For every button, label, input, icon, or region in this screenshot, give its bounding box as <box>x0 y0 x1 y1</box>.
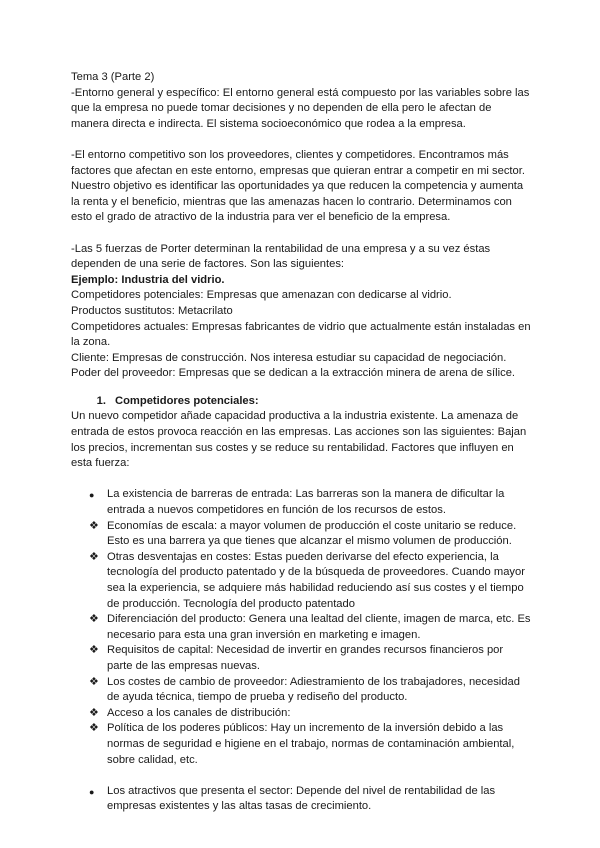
bullet-icon: ● <box>89 786 95 797</box>
diamond-bullet-icon: ❖ <box>89 550 99 563</box>
diamond-bullet-icon: ❖ <box>89 722 99 735</box>
list-item: ❖ Economías de escala: a mayor volumen de producción el coste unitario se reduce. Esto es una barrera ya que tienes que alcanzar el mismo volumen de producción. <box>89 519 531 550</box>
document-title: Tema 3 (Parte 2) <box>71 71 155 83</box>
example-line: Productos sustitutos: Metacrilato <box>71 304 233 317</box>
diamond-bullet-icon: ❖ <box>89 706 99 719</box>
section-paragraph: Un nuevo competidor añade capacidad productiva a la industria existente. La amenaza de entrada de estos provoca reacción en las empresas. Las acciones son las siguientes: Bajan los precios, incrementan sus costes y se reduce su rentabilidad. Factores que influyen en esta fuerza: <box>71 410 527 470</box>
factors-list <box>71 487 531 768</box>
list-item: ❖ Política de los poderes públicos: Hay un incremento de la inversión debido a las normas de seguridad e higiene en el trabajo, normas de contaminación ambiental, sobre calidad, etc. <box>89 721 531 768</box>
list-item: ● La existencia de barreras de entrada: Las barreras son la manera de dificultar la entrada a nuevos competidores en función de los recursos de estos. <box>89 487 531 518</box>
diamond-bullet-icon: ❖ <box>89 519 99 532</box>
example-line: Poder del proveedor: Empresas que se dedican a la extracción minera de arena de sílice. <box>71 367 516 380</box>
paragraph-competitive-environment: -El entorno competitivo son los proveedores, clientes y competidores. Encontramos más factores que afectan en este entorno, empresas que quieran entrar a competir en mi sector. Nuestro objetivo es identificar las oportunidades ya que reducen la competencia y aumenta la renta y el beneficio, mientras que las amenazas hacen lo contrario. Determinamos con esto el grado de atractivo de la industria para ver el beneficio de la empresa. <box>71 148 525 224</box>
example-line: Competidores actuales: Empresas fabricantes de vidrio que actualmente están instaladas en la zona. <box>71 320 531 349</box>
section-heading <box>71 394 531 410</box>
example-line: Cliente: Empresas de construcción. Nos interesa estudiar su capacidad de negociación. <box>71 351 507 364</box>
list-item: ❖ Requisitos de capital: Necesidad de invertir en grandes recursos financieros por parte de las empresas nuevas. <box>89 643 531 674</box>
example-heading: Ejemplo: Industria del vidrio. <box>71 273 225 286</box>
list-item: ❖ Acceso a los canales de distribución: <box>89 706 531 722</box>
list-item: ❖ Los costes de cambio de proveedor: Adiestramiento de los trabajadores, necesidad de ayuda técnica, tiempo de prueba y rediseño del producto. <box>89 675 531 706</box>
list-item: ❖ Diferenciación del producto: Genera una lealtad del cliente, imagen de marca, etc. Es necesario para esta una gran inversión en marketing e imagen. <box>89 612 531 643</box>
diamond-bullet-icon: ❖ <box>89 613 99 626</box>
paragraph-general-environment: -Entorno general y específico: El entorno general está compuesto por las variables sobre las que la empresa no puede tomar decisiones y no dependen de ella pero le afectan de manera directa e indirecta. El sistema socioeconómico que rodea a la empresa. <box>71 86 530 130</box>
bullet-icon: ● <box>89 490 95 501</box>
section-number: 1. <box>96 394 106 407</box>
factors-list-2 <box>71 784 531 815</box>
list-item: ● Los atractivos que presenta el sector: Depende del nivel de rentabilidad de las empresas existentes y las altas tasas de crecimiento. <box>89 784 531 815</box>
diamond-bullet-icon: ❖ <box>89 675 99 688</box>
list-item: ❖ Otras desventajas en costes: Estas pueden derivarse del efecto experiencia, la tecnología del producto patentado y de la búsqueda de proveedores. Cuando mayor sea la experiencia, se adquiere más habilidad reduciendo así sus costes y el tiempo de producción. Tecnología del producto patentado <box>89 550 531 612</box>
example-line: Competidores potenciales: Empresas que amenazan con dedicarse al vidrio. <box>71 289 452 302</box>
paragraph-porter-forces: -Las 5 fuerzas de Porter determinan la rentabilidad de una empresa y a su vez éstas dependen de una serie de factores. Son las siguientes: <box>71 242 491 271</box>
diamond-bullet-icon: ❖ <box>89 644 99 657</box>
section-title: Competidores potenciales: <box>115 394 259 407</box>
document-body <box>71 70 531 815</box>
